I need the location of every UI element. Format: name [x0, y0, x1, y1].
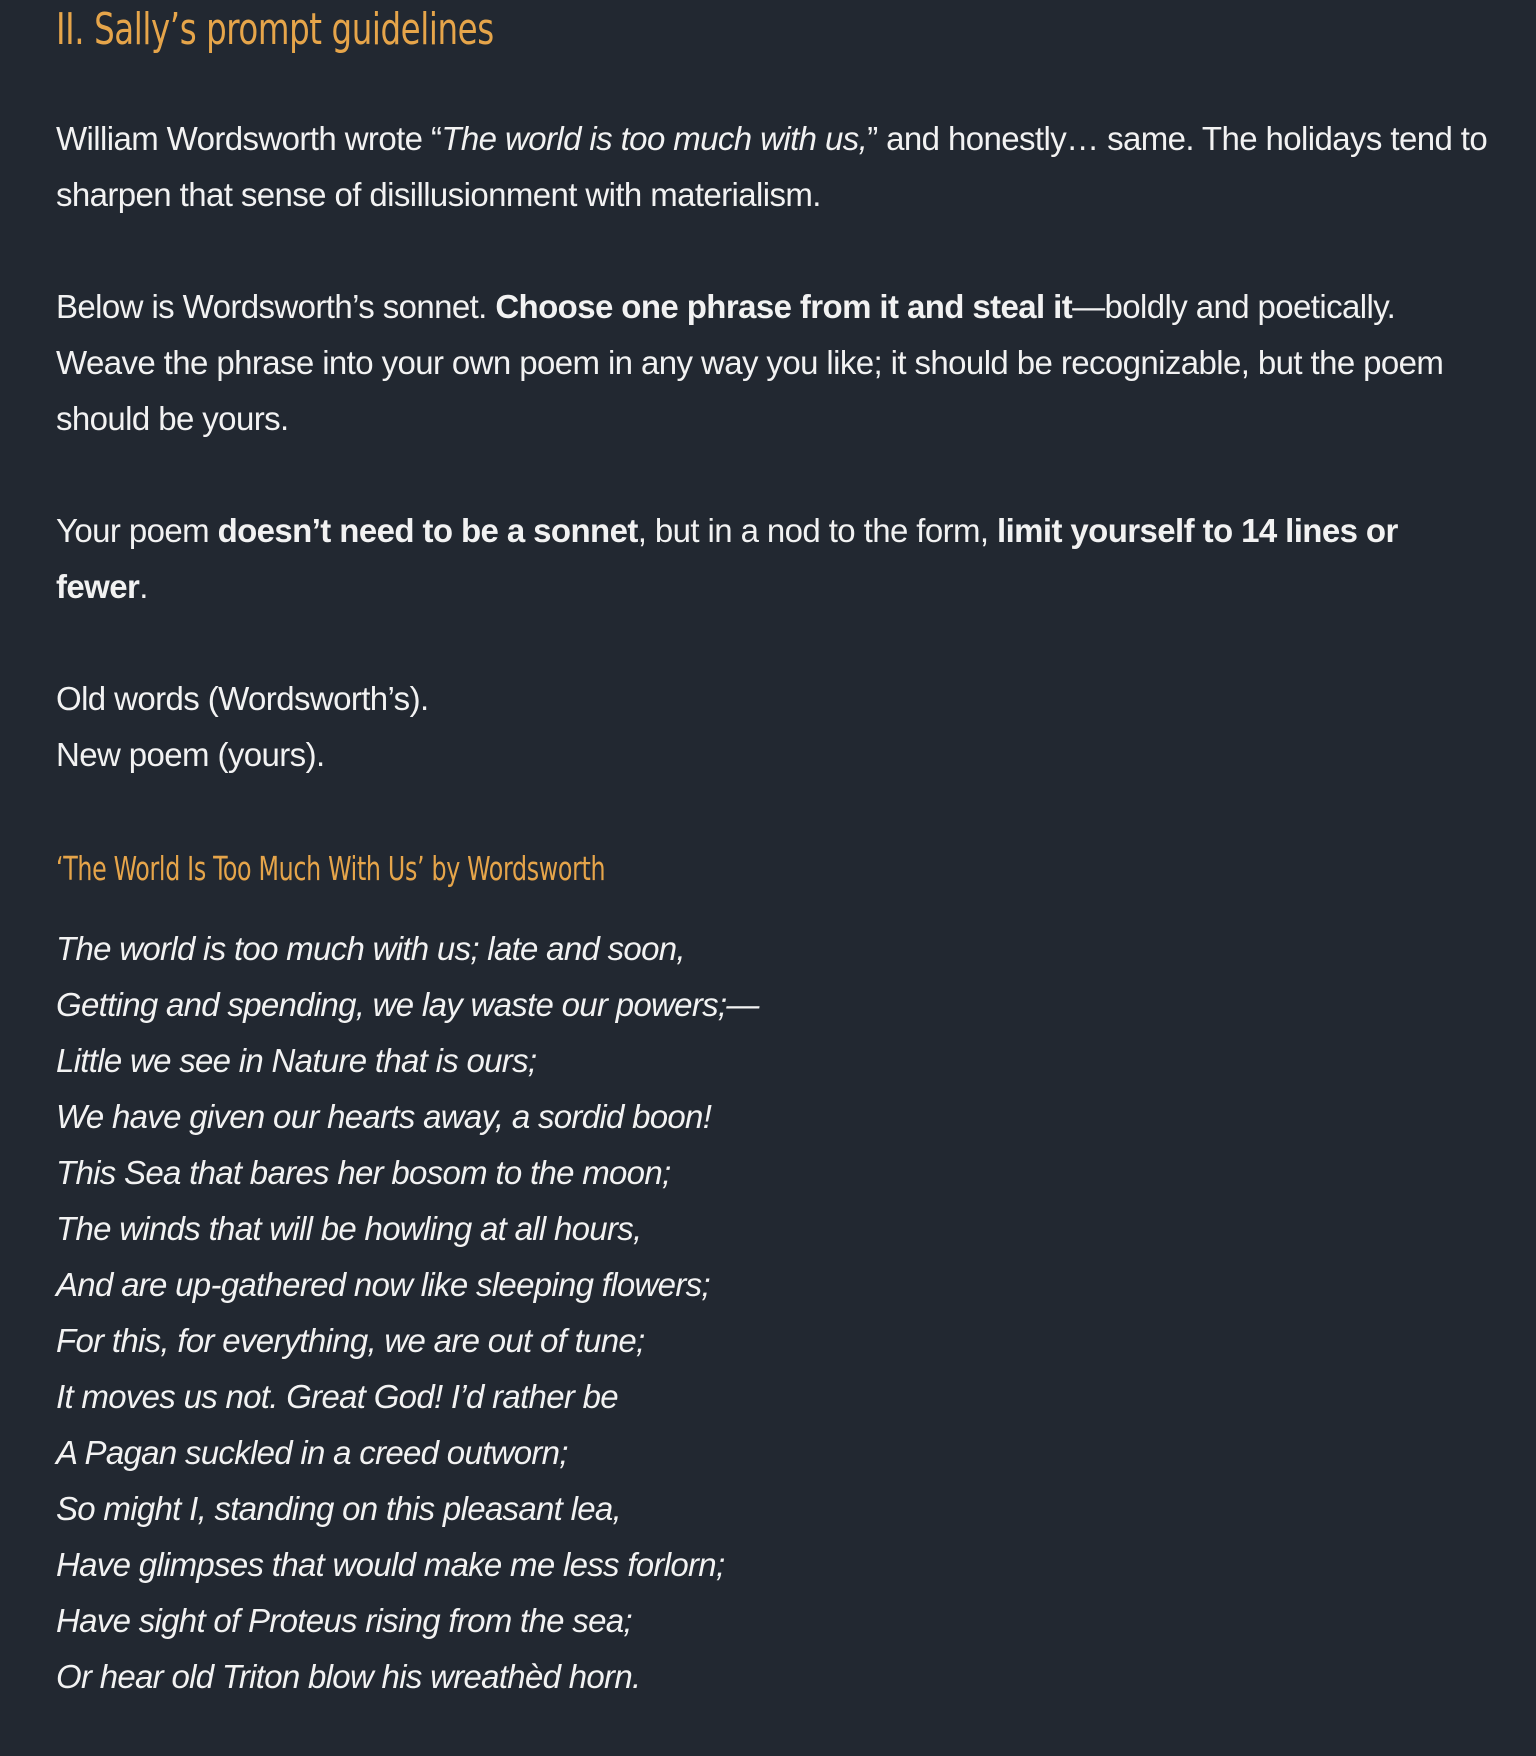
poem-line: The world is too much with us; late and soon, — [56, 930, 685, 967]
poem-line: We have given our hearts away, a sordid boon! — [56, 1098, 712, 1135]
intro-paragraph-4 — [56, 671, 1496, 783]
intro-p2-text-a: Below is Wordsworth’s sonnet. — [56, 288, 496, 325]
intro-p4-line-2: New poem (yours). — [56, 736, 325, 773]
intro-p2-text-b: —boldly and poetically. Weave the phrase into your own poem in any way you like; it should be recognizable, but the poem should be yours. — [56, 288, 1444, 437]
intro-p3-emphasis-1: doesn’t need to be a sonnet — [217, 512, 638, 549]
poem-line: Little we see in Nature that is ours; — [56, 1042, 537, 1079]
section-title: II. Sally’s prompt guidelines — [56, 4, 494, 55]
poem-title: ‘The World Is Too Much With Us’ by Wordsworth — [56, 849, 606, 888]
intro-p3-text-b: , but in a nod to the form, — [637, 512, 998, 549]
poem-line: The winds that will be howling at all hours, — [56, 1210, 642, 1247]
poem-line: And are up-gathered now like sleeping flowers; — [56, 1266, 710, 1303]
poem-line: It moves us not. Great God! I’d rather be — [56, 1378, 618, 1415]
intro-paragraph-1 — [56, 111, 1496, 223]
poem-line: Have glimpses that would make me less forlorn; — [56, 1546, 725, 1583]
poem-lines — [56, 921, 1496, 1705]
poem-line: For this, for everything, we are out of tune; — [56, 1322, 645, 1359]
intro-p2-emphasis: Choose one phrase from it and steal it — [495, 288, 1073, 325]
poem-line: So might I, standing on this pleasant lea, — [56, 1490, 621, 1527]
intro-paragraph-2 — [56, 279, 1496, 447]
poem-line: A Pagan suckled in a creed outworn; — [56, 1434, 568, 1471]
intro-p3-text-a: Your poem — [56, 512, 218, 549]
poem-line: Or hear old Triton blow his wreathèd horn. — [56, 1658, 641, 1695]
intro-p1-quote: The world is too much with us, — [441, 120, 868, 157]
poem-line: Getting and spending, we lay waste our powers;— — [56, 986, 759, 1023]
poem-line: Have sight of Proteus rising from the sea; — [56, 1602, 632, 1639]
intro-p1-text-b: ” and honestly… same. The holidays tend to sharpen that sense of disillusionment with materialism. — [56, 120, 1488, 213]
intro-p1-text-a: William Wordsworth wrote “ — [56, 120, 442, 157]
intro-paragraph-3 — [56, 503, 1496, 615]
intro-p3-text-c: . — [139, 568, 148, 605]
intro-p4-line-1: Old words (Wordsworth’s). — [56, 680, 429, 717]
poem-line: This Sea that bares her bosom to the moon; — [56, 1154, 671, 1191]
intro-p3-emphasis-2: limit yourself to 14 lines or fewer — [56, 512, 1398, 605]
